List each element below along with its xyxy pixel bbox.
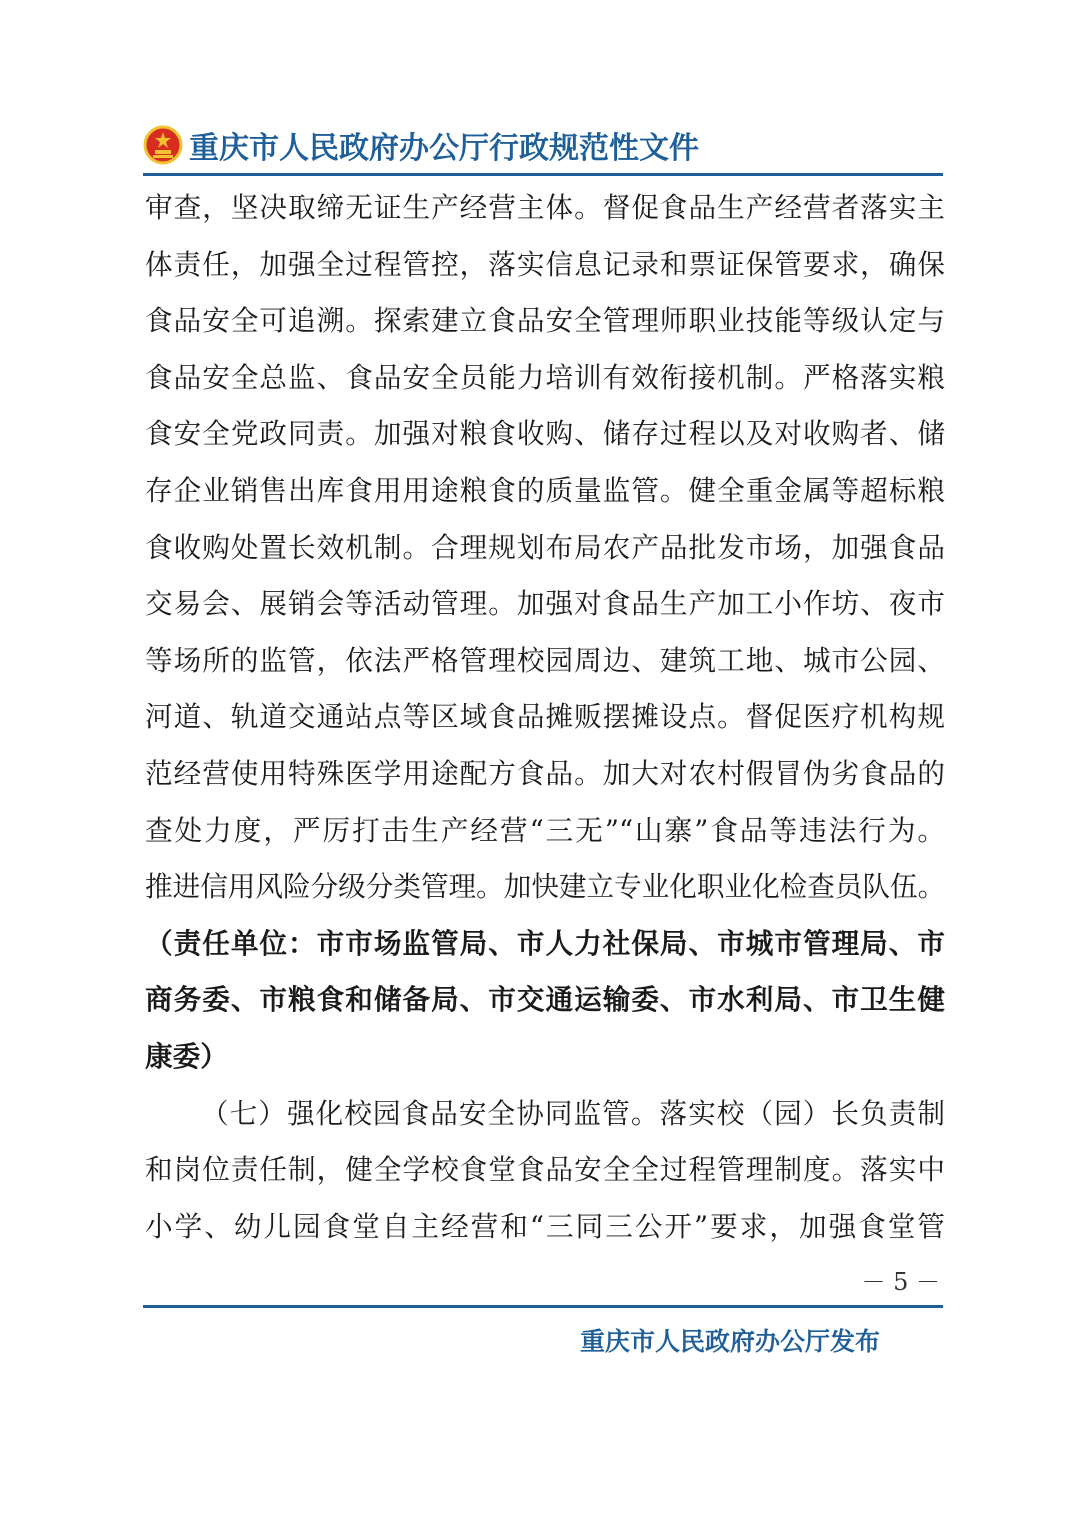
header-title: 重庆市人民政府办公厅行政规范性文件 xyxy=(189,131,699,166)
header-divider xyxy=(143,173,943,176)
body-line: 体责任，加强全过程管控，落实信息记录和票证保管要求，确保 xyxy=(145,247,945,281)
responsible-units-line: 商务委、市粮食和储备局、市交通运输委、市水利局、市卫生健 xyxy=(145,983,945,1017)
body-line: 食品安全总监、食品安全员能力培训有效衔接机制。严格落实粮 xyxy=(145,360,945,394)
body-line: 食品安全可追溯。探索建立食品安全管理师职业技能等级认定与 xyxy=(145,304,945,338)
document-header xyxy=(143,120,943,170)
body-line: 推进信用风险分级分类管理。加快建立专业化职业化检查员队伍。 xyxy=(145,870,945,904)
section-line: 和岗位责任制，健全学校食堂食品安全全过程管理制度。落实中 xyxy=(145,1153,945,1187)
page-number: － 5 － xyxy=(861,1268,940,1296)
body-line: 存企业销售出库食用用途粮食的质量监管。健全重金属等超标粮 xyxy=(145,473,945,507)
body-line: 交易会、展销会等活动管理。加强对食品生产加工小作坊、夜市 xyxy=(145,587,945,621)
body-line: 食收购处置长效机制。合理规划布局农产品批发市场，加强食品 xyxy=(145,530,945,564)
national-emblem-icon xyxy=(143,125,183,165)
body-line: 等场所的监管，依法严格管理校园周边、建筑工地、城市公园、 xyxy=(145,643,945,677)
footer-divider xyxy=(143,1305,943,1308)
responsible-units-line: （责任单位：市市场监管局、市人力社保局、市城市管理局、市 xyxy=(145,926,945,960)
footer-publisher: 重庆市人民政府办公厅发布 xyxy=(579,1327,880,1356)
document-body xyxy=(145,180,945,1255)
body-line: 河道、轨道交通站点等区域食品摊贩摆摊设点。督促医疗机构规 xyxy=(145,700,945,734)
body-line: 查处力度，严厉打击生产经营“三无”“山寨”食品等违法行为。 xyxy=(145,813,945,847)
responsible-units-line: 康委） xyxy=(145,1039,228,1073)
body-line: 范经营使用特殊医学用途配方食品。加大对农村假冒伪劣食品的 xyxy=(145,756,945,790)
body-line: 审查，坚决取缔无证生产经营主体。督促食品生产经营者落实主 xyxy=(145,191,945,224)
section-line: 小学、幼儿园食堂自主经营和“三同三公开”要求，加强食堂管 xyxy=(145,1209,945,1243)
section-heading-line: （七）强化校园食品安全协同监管。落实校（园）长负责制 xyxy=(201,1096,945,1130)
body-line: 食安全党政同责。加强对粮食收购、储存过程以及对收购者、储 xyxy=(145,417,945,451)
